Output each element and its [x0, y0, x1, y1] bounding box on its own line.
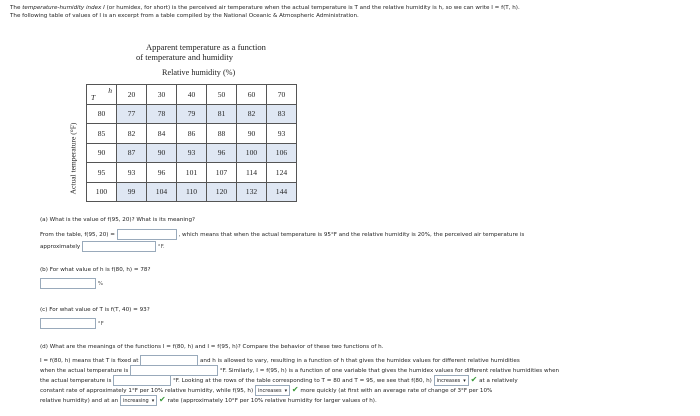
table-row — [87, 104, 297, 124]
answer-text: and h is allowed to vary, resulting in a function of h that gives the humidex values for different relative humidities — [199, 358, 520, 364]
answer-text: at a relatively — [479, 378, 518, 384]
corner-h-label: h — [108, 86, 112, 95]
humidity-header: 60 — [237, 85, 267, 105]
answer-a1-input[interactable] — [117, 229, 177, 240]
answer-b-input[interactable] — [40, 278, 96, 289]
table-cell: 82 — [237, 104, 267, 124]
intro-line-2: The following table of values of I is an excerpt from a table compiled by the National Oceanic & Atmospheric Administration. — [10, 13, 359, 19]
question-c-answer-line — [40, 318, 104, 329]
question-b-answer-line — [40, 278, 103, 289]
answer-text: , which means that when the actual temperature is 95°F and the relative humidity is 20%, the perceived air temperature is — [178, 232, 525, 238]
table-row — [87, 124, 297, 144]
table-cell: 90 — [237, 124, 267, 144]
temperature-cell: 90 — [87, 143, 117, 163]
humidex-table — [86, 84, 297, 202]
table-cell: 132 — [237, 182, 267, 202]
answer-text: the actual temperature is — [40, 378, 112, 384]
caption-line: Apparent temperature as a function — [146, 42, 266, 52]
answer-text: constant rate of approximately 1°F per 10% relative humidity, while f(95, h) — [40, 388, 254, 394]
table-cell: 110 — [177, 182, 207, 202]
problem-intro — [10, 4, 700, 20]
question-a-text: (a) What is the value of f(95, 20)? What is its meaning? — [40, 217, 195, 223]
dropdown-value: increases — [436, 377, 461, 384]
intro-term: temperature-humidity index I — [22, 5, 105, 11]
humidity-header: 40 — [177, 85, 207, 105]
table-cell: 106 — [267, 143, 297, 163]
table-cell: 93 — [117, 163, 147, 183]
answer-text: rate (approximately 10°F per 10% relative humidity for larger values of h). — [167, 398, 377, 404]
temperature-cell: 95 — [87, 163, 117, 183]
dropdown-value: increases — [257, 387, 282, 394]
dropdown-value: increasing — [123, 397, 149, 404]
table-corner — [87, 85, 117, 105]
question-d-text: (d) What are the meanings of the functions I = f(80, h) and I = f(95, h)? Compare the behavior of these two functions of h. — [40, 344, 384, 350]
intro-text: (or humidex, for short) is the perceived air temperature when the actual temperature is T and the relative humidity is h, so we can write I = f(T, h). — [104, 5, 520, 11]
table-cell: 84 — [147, 124, 177, 144]
unit-label: % — [97, 281, 104, 287]
table-cell: 101 — [177, 163, 207, 183]
answer-a2-input[interactable] — [82, 241, 156, 252]
question-b-text: (b) For what value of h is f(80, h) = 78? — [40, 267, 151, 273]
table-cell: 87 — [117, 143, 147, 163]
intro-line-1 — [10, 4, 700, 12]
check-icon: ✔ — [291, 385, 299, 394]
y-axis-label-container — [58, 96, 88, 220]
table-cell: 104 — [147, 182, 177, 202]
chevron-down-icon: ▾ — [463, 377, 466, 384]
table-cell: 88 — [207, 124, 237, 144]
temperature-cell: 100 — [87, 182, 117, 202]
answer-text: relative humidity) and at an — [40, 398, 119, 404]
table-cell: 83 — [267, 104, 297, 124]
table-cell: 78 — [147, 104, 177, 124]
check-icon: ✔ — [159, 395, 166, 404]
table-cell: 79 — [177, 104, 207, 124]
corner-t-label: T — [91, 92, 96, 102]
answer-text: approximately — [40, 244, 81, 250]
table-cell: 114 — [237, 163, 267, 183]
table-cell: 96 — [207, 143, 237, 163]
y-axis-label: Actual temperature (°F) — [68, 122, 78, 195]
answer-text: when the actual temperature is — [40, 368, 129, 374]
increasing-dropdown[interactable] — [120, 395, 157, 406]
table-header-row — [87, 85, 297, 105]
table-cell: 124 — [267, 163, 297, 183]
table-cell: 77 — [117, 104, 147, 124]
humidity-header: 30 — [147, 85, 177, 105]
check-icon: ✔ — [470, 375, 478, 384]
table-cell: 86 — [177, 124, 207, 144]
intro-text: The — [10, 5, 23, 11]
table-cell: 93 — [267, 124, 297, 144]
unit-label: °F — [97, 321, 104, 327]
table-cell: 107 — [207, 163, 237, 183]
table-cell: 93 — [177, 143, 207, 163]
answer-text: From the table, f(95, 20) = — [40, 232, 115, 238]
question-a-answer-line — [40, 229, 524, 240]
table-cell: 81 — [207, 104, 237, 124]
table-row — [87, 163, 297, 183]
question-d-line-5 — [40, 395, 377, 406]
caption-line: of temperature and humidity — [136, 52, 234, 62]
humidity-header: 20 — [117, 85, 147, 105]
table-cell: 90 — [147, 143, 177, 163]
table-cell: 96 — [147, 163, 177, 183]
question-a-answer-line-2 — [40, 241, 165, 252]
table-cell: 82 — [117, 124, 147, 144]
humidity-header: 50 — [207, 85, 237, 105]
answer-text: I = f(80, h) means that T is fixed at — [40, 358, 139, 364]
table-caption — [136, 42, 336, 62]
chevron-down-icon: ▾ — [151, 397, 155, 404]
chevron-down-icon: ▾ — [284, 387, 288, 394]
answer-text: °F. Similarly, I = f(95, h) is a function of one variable that gives the humidex values for different relative humidities when — [219, 368, 560, 374]
temperature-cell: 80 — [87, 104, 117, 124]
table-cell: 144 — [267, 182, 297, 202]
temperature-cell: 85 — [87, 124, 117, 144]
table-row — [87, 143, 297, 163]
question-c-text: (c) For what value of T is f(T, 40) = 93? — [40, 307, 150, 313]
table-cell: 120 — [207, 182, 237, 202]
table-cell: 99 — [117, 182, 147, 202]
humidity-header: 70 — [267, 85, 297, 105]
answer-c-input[interactable] — [40, 318, 96, 329]
unit-label: °F. — [157, 244, 165, 250]
answer-text: °F. Looking at the rows of the table corresponding to T = 80 and T = 95, we see that f(80, h) — [172, 378, 432, 384]
table-row — [87, 182, 297, 202]
table-subcaption: Relative humidity (%) — [162, 68, 236, 77]
table-cell: 100 — [237, 143, 267, 163]
answer-text: more quickly (at first with an average rate of change of 3°F per 10% — [300, 388, 493, 394]
